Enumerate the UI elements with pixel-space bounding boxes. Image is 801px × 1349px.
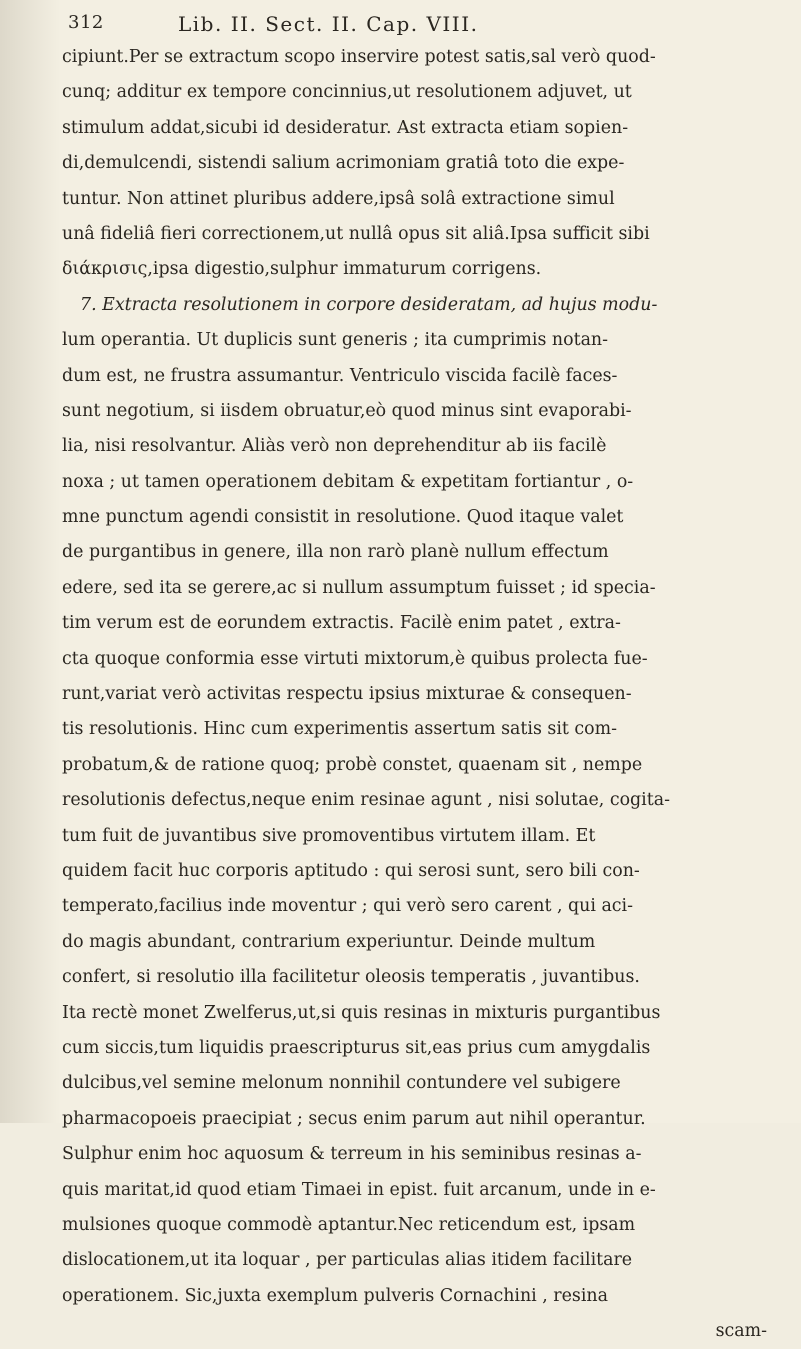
text-line: mne punctum agendi consistit in resolutione. Quod itaque valet: [62, 507, 624, 528]
text-line: unâ fideliâ fieri correctionem,ut nullâ opus sit aliâ.Ipsa sufficit sibi: [62, 223, 650, 244]
text-line: dislocationem,ut ita loquar , per particulas alias itidem facilitare: [62, 1250, 633, 1271]
text-line: Sulphur enim hoc aquosum & terreum in his seminibus resinas a-: [62, 1144, 642, 1165]
text-line: cipiunt.Per se extractum scopo inservire potest satis,sal verò quod-: [62, 47, 656, 67]
text-line: temperato,facilius inde moventur ; qui verò sero carent , qui aci-: [62, 896, 633, 917]
text-line: mulsiones quoque commodè aptantur.Nec reticendum est, ipsam: [62, 1214, 636, 1235]
text-line: edere, sed ita se gerere,ac si nullum assumptum fuisset ; id specia-: [62, 577, 656, 598]
page-header: [68, 8, 768, 36]
text-line: tim verum est de eorundem extractis. Facilè enim patet , extra-: [62, 613, 621, 634]
text-line: runt,variat verò activitas respectu ipsius mixturae & consequen-: [62, 684, 632, 705]
text-line: di,demulcendi, sistendi salium acrimoniam gratiâ toto die expe-: [62, 153, 625, 174]
text-line: διάκρισις,ipsa digestio,sulphur immaturum corrigens.: [62, 259, 542, 280]
running-head: Lib. II. Sect. II. Cap. VIII.: [178, 12, 479, 36]
text-line: lia, nisi resolvantur. Aliàs verò non deprehenditur ab iis facilè: [62, 436, 607, 457]
text-line: do magis abundant, contrarium experiuntur. Deinde multum: [62, 931, 596, 952]
text-line: dulcibus,vel semine melonum nonnihil contundere vel subigere: [62, 1073, 621, 1094]
text-line: noxa ; ut tamen operationem debitam & expetitam fortiantur , o-: [62, 471, 634, 492]
text-line: quidem facit huc corporis aptitudo : qui serosi sunt, sero bili con-: [62, 860, 640, 881]
text-line: tuntur. Non attinet pluribus addere,ipsâ solâ extractione simul: [62, 188, 615, 209]
text-line: tis resolutionis. Hinc cum experimentis assertum satis sit com-: [62, 719, 617, 740]
body-text: [62, 40, 777, 1349]
text-line: sunt negotium, si iisdem obruatur,eò quod minus sint evaporabi-: [62, 400, 632, 421]
page-number: 312: [68, 12, 104, 33]
text-line: quis maritat,id quod etiam Timaei in epist. fuit arcanum, unde in e-: [62, 1179, 656, 1200]
text-line: dum est, ne frustra assumantur. Ventriculo viscida facilè faces-: [62, 365, 618, 386]
text-line: lum operantia. Ut duplicis sunt generis ; ita cumprimis notan-: [62, 330, 609, 351]
text-line: cum siccis,tum liquidis praescripturus sit,eas prius cum amygdalis: [62, 1037, 651, 1058]
text-line: cunq; additur ex tempore concinnius,ut resolutionem adjuvet, ut: [62, 82, 632, 103]
text-line: Ita rectè monet Zwelferus,ut,si quis resinas in mixturis purgantibus: [62, 1002, 661, 1023]
page-fold-shadow: [0, 0, 60, 1123]
text-line: stimulum addat,sicubi id desideratur. Ast extracta etiam sopien-: [62, 117, 629, 138]
text-line: tum fuit de juvantibus sive promoventibus virtutem illam. Et: [62, 825, 596, 846]
text-line: operationem. Sic,juxta exemplum pulveris Cornachini , resina: [62, 1285, 608, 1306]
text-line: confert, si resolutio illa facilitetur oleosis temperatis , juvantibus.: [62, 967, 640, 988]
catchword: scam-: [715, 1321, 767, 1342]
text-line: de purgantibus in genere, illa non rarò planè nullum effectum: [62, 542, 609, 563]
text-line: probatum,& de ratione quoq; probè constet, quaenam sit , nempe: [62, 754, 643, 775]
text-line: cta quoque conformia esse virtuti mixtorum,è quibus prolecta fue-: [62, 648, 648, 669]
text-line: pharmacopoeis praecipiat ; secus enim parum aut nihil operantur.: [62, 1108, 646, 1129]
section-heading-line: 7. Extracta resolutionem in corpore desideratam, ad hujus modu-: [80, 294, 658, 315]
text-line: resolutionis defectus,neque enim resinae agunt , nisi solutae, cogita-: [62, 790, 670, 811]
